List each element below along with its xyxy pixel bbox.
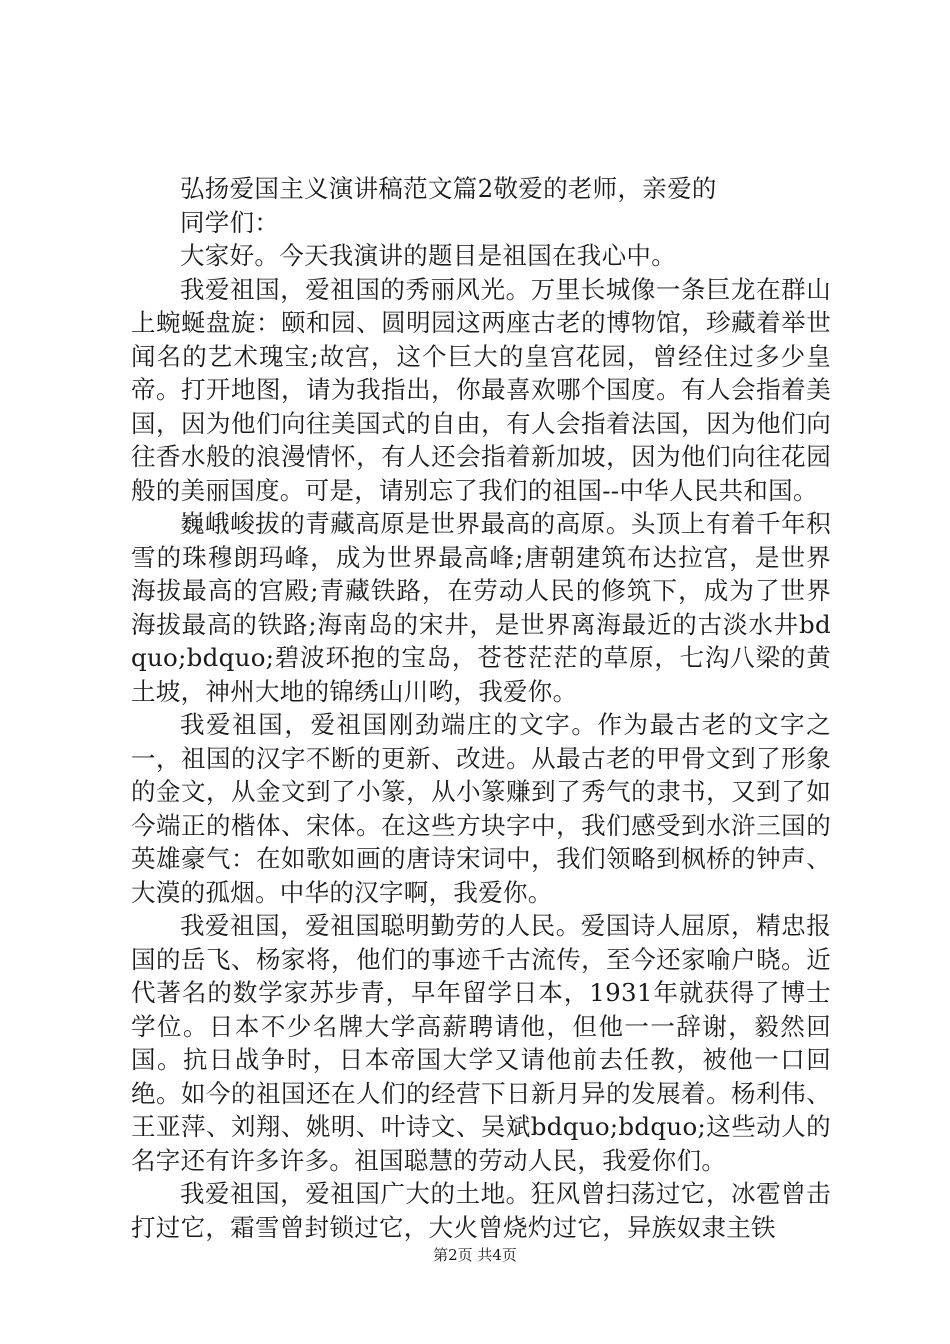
paragraph-land: 我爱祖国，爱祖国广大的土地。狂风曾扫荡过它，冰雹曾击打过它，霜雪曾封锁过它，大火曾烧灼过它，异族奴隶主铁 (131, 1179, 831, 1242)
paragraph-plateau: 巍峨峻拔的青藏高原是世界最高的高原。头顶上有着千年积雪的珠穆朗玛峰，成为世界最高峰;唐朝建筑布达拉宫，是世界海拔最高的宫殿;青藏铁路，在劳动人民的修筑下，成为了世界海拔最高的铁路;海南岛的宋井，是世界离海最近的古淡水井bdquo;bdquo;碧波环抱的宝岛，苍苍茫茫的草原，七沟八梁的黄土坡，神州大地的锦绣山川哟，我爱你。 (131, 509, 831, 706)
paragraph-scenery: 我爱祖国，爱祖国的秀丽风光。万里长城像一条巨龙在群山上蜿蜒盘旋：颐和园、圆明园这两座古老的博物馆，珍藏着举世闻名的艺术瑰宝;故宫，这个巨大的皇宫花园，曾经住过多少皇帝。打开地图，请为我指出，你最喜欢哪个国度。有人会指着美国，因为他们向往美国式的自由，有人会指着法国，因为他们向往香水般的浪漫情怀，有人还会指着新加坡，因为他们向往花园般的美丽国度。可是，请别忘了我们的祖国--中华人民共和国。 (131, 274, 831, 505)
page-footer (0, 1245, 950, 1265)
salutation: 同学们： (180, 207, 280, 237)
paragraph-characters: 我爱祖国，爱祖国刚劲端庄的文字。作为最古老的文字之一，祖国的汉字不断的更新、改进。从最古老的甲骨文到了形象的金文，从金文到了小篆，从小篆赚到了秀气的隶书，又到了如今端正的楷体、宋体。在这些方块字中，我们感受到水浒三国的英雄豪气：在如歌如画的唐诗宋词中，我们领略到枫桥的钟声、大漠的孤烟。中华的汉字啊，我爱你。 (131, 710, 831, 907)
title-line: 弘扬爱国主义演讲稿范文篇2敬爱的老师，亲爱的 (180, 174, 717, 203)
document-body (131, 172, 831, 1244)
page-number: 第2页 共4页 (433, 1246, 517, 1264)
greeting-paragraph: 大家好。今天我演讲的题目是祖国在我心中。 (180, 241, 676, 270)
paragraph-people: 我爱祖国，爱祖国聪明勤劳的人民。爱国诗人屈原，精忠报国的岳飞、杨家将，他们的事迹千古流传，至今还家喻户晓。近代著名的数学家苏步青，早年留学日本，1931年就获得了博士学位。日本不少名牌大学高薪聘请他，但他一一辞谢，毅然回国。抗日战争时，日本帝国大学又请他前去任教，被他一口回绝。如今的祖国还在人们的经营下日新月异的发展着。杨利伟、王亚萍、刘翔、姚明、叶诗文、吴斌bdquo;bdquo;这些动人的名字还有许多许多。祖国聪慧的劳动人民，我爱你们。 (131, 911, 831, 1175)
